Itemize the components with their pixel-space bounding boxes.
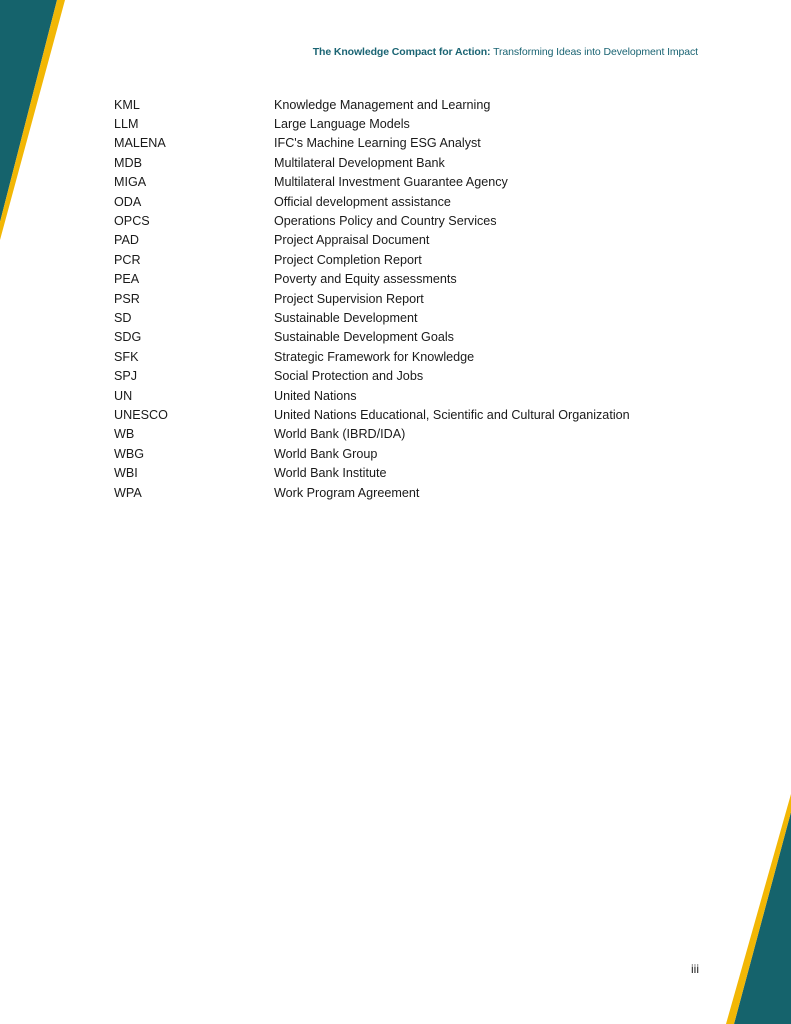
abbreviation-term: MALENA <box>114 136 166 151</box>
abbreviation-term: SDG <box>114 330 142 345</box>
abbreviation-definition: Multilateral Development Bank <box>274 155 445 170</box>
abbreviation-definition: Multilateral Investment Guarantee Agency <box>274 175 508 190</box>
abbreviation-term: WBG <box>114 446 145 461</box>
abbreviation-row <box>114 328 714 347</box>
abbreviation-term: SFK <box>114 349 139 364</box>
header-title-bold: The Knowledge Compact for Action: <box>312 46 491 58</box>
abbreviation-row <box>114 270 714 289</box>
abbreviation-definition: World Bank Institute <box>274 466 387 481</box>
abbreviation-definition: Official development assistance <box>274 194 451 209</box>
abbreviation-row <box>114 173 714 192</box>
corner-decoration-top-left <box>0 0 70 240</box>
abbreviation-definition: United Nations <box>274 388 357 403</box>
page-number: iii <box>691 962 699 976</box>
abbreviation-row <box>114 425 714 444</box>
abbreviation-definition: Project Appraisal Document <box>274 233 430 248</box>
abbreviation-row <box>114 289 714 308</box>
abbreviation-definition: World Bank (IBRD/IDA) <box>274 427 406 442</box>
abbreviation-definition: United Nations Educational, Scientific and Cultural Organization <box>274 407 630 422</box>
abbreviation-row <box>114 483 714 502</box>
abbreviation-definition: Knowledge Management and Learning <box>274 97 491 112</box>
abbreviation-term: SD <box>114 310 132 325</box>
abbreviation-row <box>114 405 714 424</box>
corner-decoration-bottom-right <box>721 794 791 1024</box>
abbreviation-row <box>114 95 714 114</box>
abbreviation-definition: Sustainable Development Goals <box>274 330 454 345</box>
abbreviation-term: PSR <box>114 291 140 306</box>
abbreviation-term: KML <box>114 97 140 112</box>
abbreviation-term: PEA <box>114 272 140 287</box>
abbreviation-row <box>114 386 714 405</box>
abbreviation-definition: World Bank Group <box>274 446 378 461</box>
abbreviation-definition: Project Supervision Report <box>274 291 424 306</box>
abbreviation-term: PAD <box>114 233 139 248</box>
abbreviation-row <box>114 366 714 385</box>
abbreviation-row <box>114 153 714 172</box>
abbreviation-row <box>114 134 714 153</box>
abbreviation-definition: Poverty and Equity assessments <box>274 272 457 287</box>
abbreviation-definition: Sustainable Development <box>274 310 418 325</box>
header-title-rest: Transforming Ideas into Development Impact <box>493 46 698 58</box>
abbreviation-definition: Social Protection and Jobs <box>274 369 424 384</box>
abbreviation-row <box>114 347 714 366</box>
abbreviation-definition: Strategic Framework for Knowledge <box>274 349 475 364</box>
abbreviation-term: UN <box>114 388 133 403</box>
abbreviation-definition: Work Program Agreement <box>274 485 420 500</box>
abbreviation-row <box>114 463 714 482</box>
abbreviation-term: OPCS <box>114 214 150 229</box>
abbreviation-definition: Operations Policy and Country Services <box>274 214 497 229</box>
abbreviation-row <box>114 444 714 463</box>
abbreviation-row <box>114 231 714 250</box>
abbreviation-row <box>114 114 714 133</box>
abbreviation-row <box>114 250 714 269</box>
abbreviation-definition: Project Completion Report <box>274 252 422 267</box>
abbreviations-list <box>114 95 714 502</box>
abbreviation-row <box>114 192 714 211</box>
abbreviation-definition: Large Language Models <box>274 117 410 132</box>
abbreviation-term: WB <box>114 427 135 442</box>
abbreviation-term: WBI <box>114 466 138 481</box>
abbreviation-row <box>114 211 714 230</box>
abbreviation-term: PCR <box>114 252 141 267</box>
abbreviation-term: SPJ <box>114 369 138 384</box>
abbreviation-term: WPA <box>114 485 142 500</box>
abbreviation-term: UNESCO <box>114 407 168 422</box>
abbreviation-term: MIGA <box>114 175 147 190</box>
abbreviation-term: MDB <box>114 155 142 170</box>
abbreviation-term: ODA <box>114 194 142 209</box>
abbreviation-row <box>114 308 714 327</box>
abbreviation-term: LLM <box>114 117 139 132</box>
running-header <box>313 46 698 58</box>
abbreviation-definition: IFC's Machine Learning ESG Analyst <box>274 136 481 151</box>
